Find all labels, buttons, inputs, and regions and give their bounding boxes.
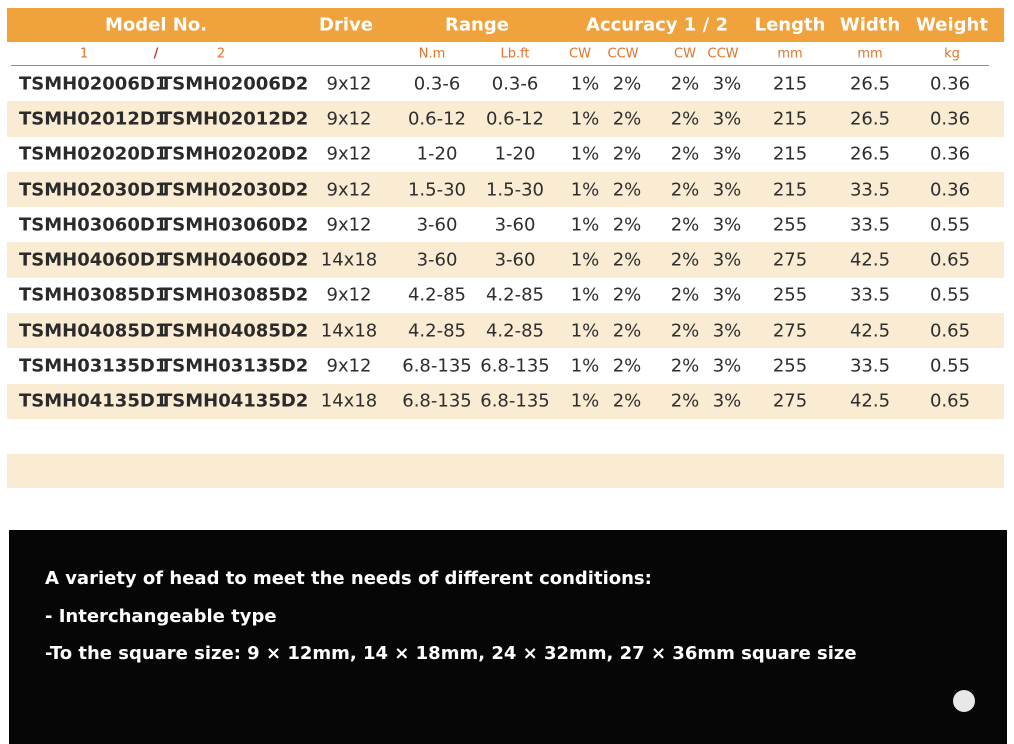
model-1: TSMH04135D1 bbox=[19, 390, 168, 412]
range-lbft: 6.8-135 bbox=[480, 355, 550, 377]
unit-weight: kg bbox=[944, 46, 960, 62]
weight: 0.36 bbox=[929, 179, 971, 201]
table-row bbox=[7, 101, 1004, 136]
weight: 0.55 bbox=[929, 214, 971, 236]
model-1: TSMH03085D1 bbox=[19, 284, 168, 306]
acc1-ccw: 2% bbox=[612, 143, 642, 165]
range-lbft: 3-60 bbox=[494, 214, 536, 236]
acc2-cw: 2% bbox=[670, 179, 700, 201]
empty-band bbox=[7, 454, 1004, 488]
range-nm: 6.8-135 bbox=[402, 390, 472, 412]
table-row bbox=[7, 348, 1004, 383]
unit-width: mm bbox=[857, 46, 883, 62]
weight: 0.65 bbox=[929, 249, 971, 271]
model-1: TSMH02006D1 bbox=[19, 73, 168, 95]
acc2-ccw: 3% bbox=[712, 355, 742, 377]
acc1-ccw: 2% bbox=[612, 249, 642, 271]
acc1-ccw: 2% bbox=[612, 284, 642, 306]
acc1-ccw: 2% bbox=[612, 214, 642, 236]
weight: 0.36 bbox=[929, 108, 971, 130]
range-nm: 4.2-85 bbox=[407, 284, 467, 306]
header-length: Length bbox=[754, 14, 826, 36]
unit-model-2: 2 bbox=[216, 46, 226, 62]
acc2-ccw: 3% bbox=[712, 390, 742, 412]
unit-acc1-cw: CW bbox=[569, 46, 591, 62]
length: 255 bbox=[772, 355, 808, 377]
range-lbft: 4.2-85 bbox=[485, 320, 545, 342]
model-1: TSMH03135D1 bbox=[19, 355, 168, 377]
drive: 9x12 bbox=[326, 355, 372, 377]
length: 275 bbox=[772, 320, 808, 342]
unit-acc2-ccw: CCW bbox=[707, 46, 739, 62]
info-bullet-interchangeable: - Interchangeable type bbox=[45, 606, 277, 627]
model-2: TSMH02030D2 bbox=[160, 179, 309, 201]
drive: 14x18 bbox=[320, 390, 378, 412]
width: 26.5 bbox=[849, 143, 891, 165]
header-accuracy: Accuracy 1 / 2 bbox=[586, 14, 728, 36]
acc2-ccw: 3% bbox=[712, 320, 742, 342]
acc2-cw: 2% bbox=[670, 73, 700, 95]
length: 275 bbox=[772, 249, 808, 271]
acc1-cw: 1% bbox=[570, 108, 600, 130]
range-nm: 4.2-85 bbox=[407, 320, 467, 342]
range-nm: 0.3-6 bbox=[413, 73, 461, 95]
unit-length: mm bbox=[777, 46, 803, 62]
info-bullet-square-size: -To the square size: 9 × 12mm, 14 × 18mm, 24 × 32mm, 27 × 36mm square size bbox=[45, 643, 857, 664]
acc1-ccw: 2% bbox=[612, 320, 642, 342]
width: 42.5 bbox=[849, 390, 891, 412]
table-row bbox=[7, 207, 1004, 242]
model-2: TSMH02012D2 bbox=[160, 108, 309, 130]
model-2: TSMH04135D2 bbox=[160, 390, 309, 412]
header-model-no: Model No. bbox=[104, 14, 208, 36]
range-nm: 0.6-12 bbox=[407, 108, 467, 130]
weight: 0.65 bbox=[929, 390, 971, 412]
model-1: TSMH04060D1 bbox=[19, 249, 168, 271]
model-2: TSMH02006D2 bbox=[160, 73, 309, 95]
acc1-cw: 1% bbox=[570, 355, 600, 377]
unit-acc2-cw: CW bbox=[674, 46, 696, 62]
drive: 9x12 bbox=[326, 143, 372, 165]
range-lbft: 3-60 bbox=[494, 249, 536, 271]
model-2: TSMH04060D2 bbox=[160, 249, 309, 271]
table-row bbox=[7, 384, 1004, 419]
width: 33.5 bbox=[849, 179, 891, 201]
acc1-cw: 1% bbox=[570, 284, 600, 306]
range-nm: 1-20 bbox=[416, 143, 458, 165]
acc1-cw: 1% bbox=[570, 390, 600, 412]
header-drive: Drive bbox=[319, 14, 373, 36]
table-row bbox=[7, 313, 1004, 348]
acc2-ccw: 3% bbox=[712, 214, 742, 236]
acc1-cw: 1% bbox=[570, 320, 600, 342]
unit-acc1-ccw: CCW bbox=[607, 46, 639, 62]
acc1-ccw: 2% bbox=[612, 73, 642, 95]
table-header bbox=[7, 8, 1004, 42]
model-2: TSMH03135D2 bbox=[160, 355, 309, 377]
table-row bbox=[7, 242, 1004, 277]
drive: 14x18 bbox=[320, 320, 378, 342]
acc2-cw: 2% bbox=[670, 108, 700, 130]
acc2-ccw: 3% bbox=[712, 179, 742, 201]
drive: 9x12 bbox=[326, 108, 372, 130]
weight: 0.36 bbox=[929, 73, 971, 95]
table-row bbox=[7, 172, 1004, 207]
table-row bbox=[7, 66, 1004, 101]
unit-model-1: 1 bbox=[79, 46, 89, 62]
acc2-ccw: 3% bbox=[712, 108, 742, 130]
width: 33.5 bbox=[849, 355, 891, 377]
length: 275 bbox=[772, 390, 808, 412]
acc2-ccw: 3% bbox=[712, 284, 742, 306]
length: 215 bbox=[772, 143, 808, 165]
acc2-ccw: 3% bbox=[712, 249, 742, 271]
length: 215 bbox=[772, 108, 808, 130]
width: 26.5 bbox=[849, 108, 891, 130]
length: 215 bbox=[772, 179, 808, 201]
range-lbft: 1.5-30 bbox=[485, 179, 545, 201]
model-2: TSMH03060D2 bbox=[160, 214, 309, 236]
table-row bbox=[7, 278, 1004, 313]
range-lbft: 0.3-6 bbox=[491, 73, 539, 95]
acc2-cw: 2% bbox=[670, 320, 700, 342]
range-nm: 3-60 bbox=[416, 249, 458, 271]
model-1: TSMH02012D1 bbox=[19, 108, 168, 130]
range-nm: 6.8-135 bbox=[402, 355, 472, 377]
width: 42.5 bbox=[849, 249, 891, 271]
weight: 0.55 bbox=[929, 355, 971, 377]
weight: 0.65 bbox=[929, 320, 971, 342]
spec-table bbox=[7, 8, 1004, 419]
acc1-ccw: 2% bbox=[612, 390, 642, 412]
acc1-cw: 1% bbox=[570, 179, 600, 201]
model-1: TSMH04085D1 bbox=[19, 320, 168, 342]
model-1: TSMH02020D1 bbox=[19, 143, 168, 165]
width: 33.5 bbox=[849, 284, 891, 306]
header-weight: Weight bbox=[916, 14, 988, 36]
dot-indicator[interactable] bbox=[953, 690, 975, 712]
unit-slash: / bbox=[153, 46, 159, 62]
width: 42.5 bbox=[849, 320, 891, 342]
model-1: TSMH02030D1 bbox=[19, 179, 168, 201]
acc1-ccw: 2% bbox=[612, 355, 642, 377]
length: 215 bbox=[772, 73, 808, 95]
acc1-cw: 1% bbox=[570, 214, 600, 236]
model-2: TSMH03085D2 bbox=[160, 284, 309, 306]
acc1-ccw: 2% bbox=[612, 179, 642, 201]
acc2-cw: 2% bbox=[670, 143, 700, 165]
range-lbft: 6.8-135 bbox=[480, 390, 550, 412]
acc1-cw: 1% bbox=[570, 73, 600, 95]
acc2-cw: 2% bbox=[670, 284, 700, 306]
drive: 9x12 bbox=[326, 73, 372, 95]
range-lbft: 0.6-12 bbox=[485, 108, 545, 130]
range-nm: 1.5-30 bbox=[407, 179, 467, 201]
drive: 9x12 bbox=[326, 214, 372, 236]
width: 26.5 bbox=[849, 73, 891, 95]
table-row bbox=[7, 137, 1004, 172]
range-nm: 3-60 bbox=[416, 214, 458, 236]
weight: 0.55 bbox=[929, 284, 971, 306]
info-heading: A variety of head to meet the needs of different conditions: bbox=[45, 568, 652, 589]
model-2: TSMH02020D2 bbox=[160, 143, 309, 165]
drive: 14x18 bbox=[320, 249, 378, 271]
range-lbft: 4.2-85 bbox=[485, 284, 545, 306]
acc2-ccw: 3% bbox=[712, 73, 742, 95]
acc2-cw: 2% bbox=[670, 249, 700, 271]
acc2-ccw: 3% bbox=[712, 143, 742, 165]
model-1: TSMH03060D1 bbox=[19, 214, 168, 236]
drive: 9x12 bbox=[326, 284, 372, 306]
acc1-ccw: 2% bbox=[612, 108, 642, 130]
acc2-cw: 2% bbox=[670, 390, 700, 412]
range-lbft: 1-20 bbox=[494, 143, 536, 165]
drive: 9x12 bbox=[326, 179, 372, 201]
info-panel bbox=[9, 530, 1007, 744]
unit-row bbox=[7, 42, 1004, 66]
acc2-cw: 2% bbox=[670, 355, 700, 377]
acc1-cw: 1% bbox=[570, 143, 600, 165]
unit-range-lbft: Lb.ft bbox=[500, 46, 530, 62]
length: 255 bbox=[772, 284, 808, 306]
header-width: Width bbox=[839, 14, 901, 36]
header-range: Range bbox=[445, 14, 509, 36]
weight: 0.36 bbox=[929, 143, 971, 165]
acc2-cw: 2% bbox=[670, 214, 700, 236]
model-2: TSMH04085D2 bbox=[160, 320, 309, 342]
length: 255 bbox=[772, 214, 808, 236]
width: 33.5 bbox=[849, 214, 891, 236]
acc1-cw: 1% bbox=[570, 249, 600, 271]
unit-range-nm: N.m bbox=[418, 46, 446, 62]
